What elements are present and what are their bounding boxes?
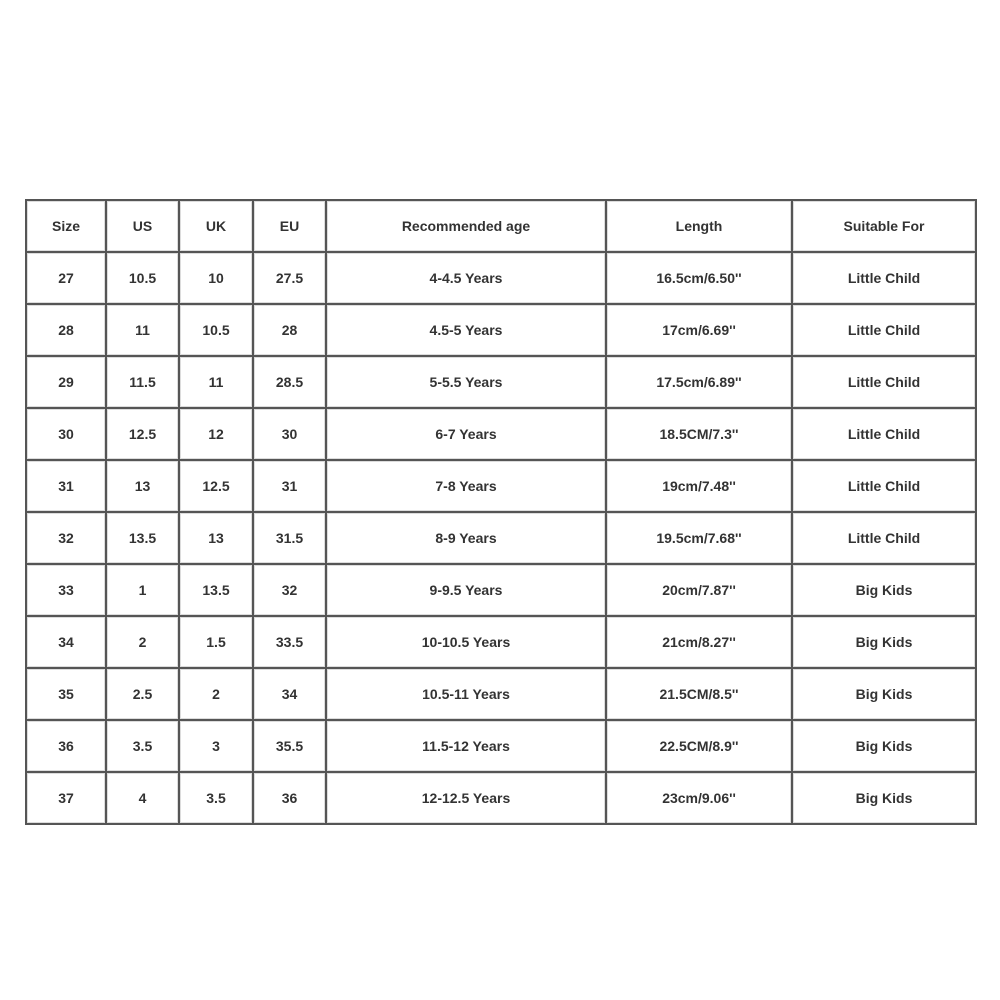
- cell-uk: 3: [179, 720, 253, 772]
- cell-recommended-age: 9-9.5 Years: [326, 564, 606, 616]
- cell-size: 34: [26, 616, 106, 668]
- cell-uk: 1.5: [179, 616, 253, 668]
- header-row: [26, 200, 976, 252]
- cell-size: 36: [26, 720, 106, 772]
- cell-size: 29: [26, 356, 106, 408]
- cell-size: 33: [26, 564, 106, 616]
- cell-uk: 11: [179, 356, 253, 408]
- cell-uk: 10: [179, 252, 253, 304]
- cell-suitable-for: Big Kids: [792, 668, 976, 720]
- cell-length: 19cm/7.48'': [606, 460, 792, 512]
- cell-uk: 3.5: [179, 772, 253, 824]
- table-row: [26, 356, 976, 408]
- cell-length: 21.5CM/8.5'': [606, 668, 792, 720]
- cell-us: 11.5: [106, 356, 179, 408]
- cell-suitable-for: Little Child: [792, 356, 976, 408]
- cell-suitable-for: Little Child: [792, 408, 976, 460]
- cell-us: 4: [106, 772, 179, 824]
- table-row: [26, 512, 976, 564]
- cell-us: 2: [106, 616, 179, 668]
- size-chart-table: [25, 199, 977, 825]
- cell-eu: 31: [253, 460, 326, 512]
- header-size: Size: [26, 200, 106, 252]
- cell-length: 22.5CM/8.9'': [606, 720, 792, 772]
- cell-length: 21cm/8.27'': [606, 616, 792, 668]
- cell-recommended-age: 12-12.5 Years: [326, 772, 606, 824]
- table-row: [26, 720, 976, 772]
- table-row: [26, 252, 976, 304]
- cell-eu: 36: [253, 772, 326, 824]
- cell-uk: 13.5: [179, 564, 253, 616]
- cell-suitable-for: Big Kids: [792, 616, 976, 668]
- cell-suitable-for: Big Kids: [792, 720, 976, 772]
- cell-length: 23cm/9.06'': [606, 772, 792, 824]
- cell-uk: 12.5: [179, 460, 253, 512]
- cell-suitable-for: Little Child: [792, 512, 976, 564]
- table-row: [26, 564, 976, 616]
- header-us: US: [106, 200, 179, 252]
- cell-size: 37: [26, 772, 106, 824]
- cell-eu: 27.5: [253, 252, 326, 304]
- cell-eu: 34: [253, 668, 326, 720]
- header-uk: UK: [179, 200, 253, 252]
- cell-uk: 13: [179, 512, 253, 564]
- header-eu: EU: [253, 200, 326, 252]
- cell-recommended-age: 11.5-12 Years: [326, 720, 606, 772]
- table-row: [26, 304, 976, 356]
- cell-size: 31: [26, 460, 106, 512]
- cell-us: 1: [106, 564, 179, 616]
- cell-us: 13.5: [106, 512, 179, 564]
- cell-length: 17cm/6.69'': [606, 304, 792, 356]
- cell-suitable-for: Big Kids: [792, 564, 976, 616]
- cell-us: 13: [106, 460, 179, 512]
- table-row: [26, 772, 976, 824]
- cell-recommended-age: 5-5.5 Years: [326, 356, 606, 408]
- cell-length: 20cm/7.87'': [606, 564, 792, 616]
- cell-eu: 28.5: [253, 356, 326, 408]
- cell-us: 10.5: [106, 252, 179, 304]
- cell-uk: 12: [179, 408, 253, 460]
- cell-suitable-for: Little Child: [792, 460, 976, 512]
- cell-eu: 32: [253, 564, 326, 616]
- cell-suitable-for: Little Child: [792, 252, 976, 304]
- header-length: Length: [606, 200, 792, 252]
- cell-eu: 33.5: [253, 616, 326, 668]
- cell-length: 17.5cm/6.89'': [606, 356, 792, 408]
- cell-recommended-age: 6-7 Years: [326, 408, 606, 460]
- cell-length: 19.5cm/7.68'': [606, 512, 792, 564]
- cell-eu: 30: [253, 408, 326, 460]
- header-recommended-age: Recommended age: [326, 200, 606, 252]
- cell-length: 16.5cm/6.50'': [606, 252, 792, 304]
- cell-us: 2.5: [106, 668, 179, 720]
- table-row: [26, 460, 976, 512]
- cell-recommended-age: 7-8 Years: [326, 460, 606, 512]
- cell-recommended-age: 10.5-11 Years: [326, 668, 606, 720]
- header-suitable-for: Suitable For: [792, 200, 976, 252]
- cell-eu: 28: [253, 304, 326, 356]
- cell-uk: 10.5: [179, 304, 253, 356]
- table-row: [26, 668, 976, 720]
- cell-recommended-age: 4.5-5 Years: [326, 304, 606, 356]
- cell-eu: 31.5: [253, 512, 326, 564]
- cell-size: 27: [26, 252, 106, 304]
- cell-recommended-age: 8-9 Years: [326, 512, 606, 564]
- cell-eu: 35.5: [253, 720, 326, 772]
- cell-suitable-for: Little Child: [792, 304, 976, 356]
- table-body: [26, 252, 976, 824]
- cell-size: 32: [26, 512, 106, 564]
- table-row: [26, 408, 976, 460]
- cell-us: 3.5: [106, 720, 179, 772]
- cell-suitable-for: Big Kids: [792, 772, 976, 824]
- cell-size: 28: [26, 304, 106, 356]
- cell-length: 18.5CM/7.3'': [606, 408, 792, 460]
- table-row: [26, 616, 976, 668]
- cell-us: 11: [106, 304, 179, 356]
- cell-recommended-age: 10-10.5 Years: [326, 616, 606, 668]
- cell-size: 35: [26, 668, 106, 720]
- cell-us: 12.5: [106, 408, 179, 460]
- cell-recommended-age: 4-4.5 Years: [326, 252, 606, 304]
- cell-uk: 2: [179, 668, 253, 720]
- cell-size: 30: [26, 408, 106, 460]
